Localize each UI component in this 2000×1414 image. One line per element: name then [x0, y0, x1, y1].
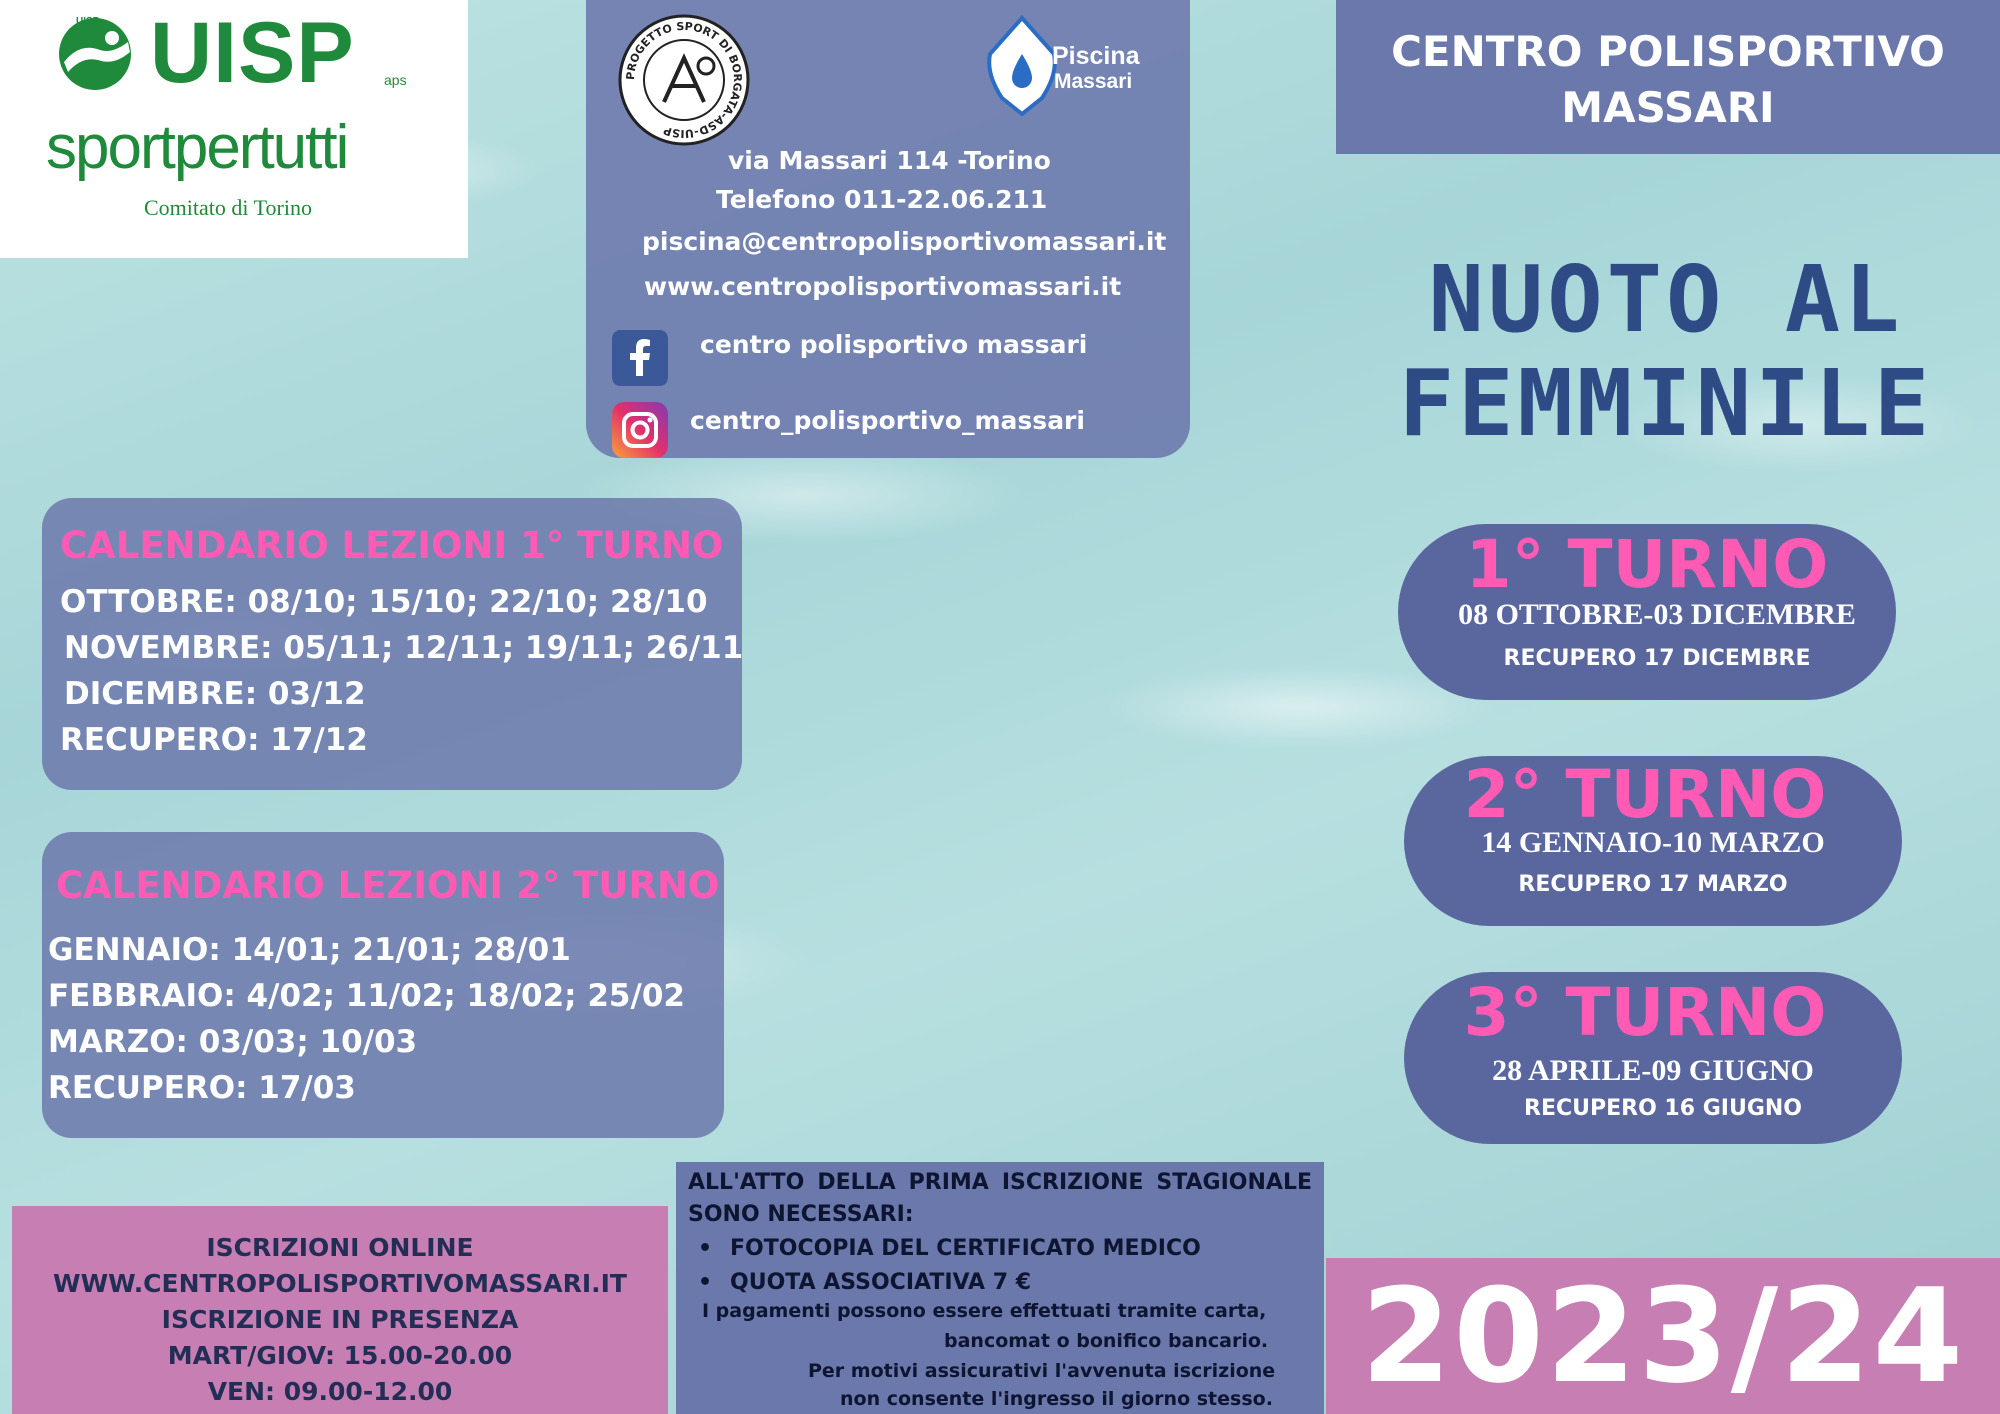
calendar-2-row: MARZO: 03/03; 10/03 — [48, 1024, 418, 1060]
registration-panel — [12, 1206, 668, 1414]
seal-text: PROGETTO SPORT DI BORGATA-ASD-UISP — [623, 19, 745, 141]
calendar-1-row: RECUPERO: 17/12 — [60, 722, 368, 758]
committee: Comitato di Torino — [144, 195, 312, 220]
payment-note: bancomat o bonifico bancario. — [944, 1330, 1269, 1352]
uisp-wordmark: UISP — [150, 5, 355, 101]
registration-line: MART/GIOV: 15.00-20.00 — [167, 1341, 513, 1370]
borgata-seal-icon — [616, 12, 752, 148]
payment-note: I pagamenti possono essere effettuati tramite carta, — [702, 1300, 1267, 1322]
phone: Telefono 011-22.06.211 — [716, 185, 1048, 214]
season-year: 2023/24 — [1360, 1260, 1966, 1412]
registration-line: VEN: 09.00-12.00 — [207, 1377, 453, 1406]
swimmer-logo-icon — [50, 12, 140, 92]
turn-1-recovery: RECUPERO 17 DICEMBRE — [1503, 646, 1811, 671]
aps-label: aps — [384, 72, 407, 88]
massari-label: Massari — [1054, 70, 1133, 93]
facebook-icon[interactable] — [612, 330, 668, 386]
calendar-turn-1 — [42, 498, 742, 790]
headline-line2: FEMMINILE — [1398, 350, 1934, 457]
turn-1-title: 1° TURNO — [1465, 526, 1829, 603]
calendar-2-row: FEBBRAIO: 4/02; 11/02; 18/02; 25/02 — [48, 978, 685, 1014]
calendar-1-row: NOVEMBRE: 05/11; 12/11; 19/11; 26/11 — [64, 630, 744, 666]
calendar-1-row: OTTOBRE: 08/10; 15/10; 22/10; 28/10 — [60, 584, 708, 620]
center-title-line1: CENTRO POLISPORTIVO — [1391, 27, 1945, 76]
website-link[interactable]: www.centropolisportivomassari.it — [644, 272, 1122, 301]
calendar-1-row: DICEMBRE: 03/12 — [64, 676, 366, 712]
calendar-2-row: RECUPERO: 17/03 — [48, 1070, 356, 1106]
piscina-label: Piscina — [1052, 42, 1140, 70]
registration-line: ISCRIZIONI ONLINE — [206, 1233, 474, 1262]
turn-3-pill — [1404, 972, 1902, 1144]
bullet-icon: • — [698, 1270, 713, 1295]
center-title-line2: MASSARI — [1561, 83, 1775, 132]
turn-1-pill — [1398, 524, 1896, 700]
turn-2-title: 2° TURNO — [1463, 756, 1827, 833]
turn-3-dates: 28 APRILE-09 GIUGNO — [1492, 1054, 1814, 1087]
facebook-handle[interactable]: centro polisportivo massari — [700, 330, 1088, 359]
address: via Massari 114 -Torino — [728, 146, 1051, 175]
tagline: sportpertutti — [46, 113, 348, 182]
calendar-2-heading: CALENDARIO LEZIONI 2° TURNO — [56, 864, 720, 907]
turn-2-dates: 14 GENNAIO-10 MARZO — [1481, 826, 1825, 859]
instagram-icon[interactable] — [612, 402, 668, 458]
requirements-panel — [676, 1162, 1324, 1414]
email-link[interactable]: piscina@centropolisportivomassari.it — [642, 227, 1167, 256]
requirements-intro: ALL'ATTO DELLA PRIMA ISCRIZIONE STAGIONALE — [688, 1170, 1312, 1195]
calendar-1-heading: CALENDARIO LEZIONI 1° TURNO — [60, 524, 724, 567]
calendar-2-row: GENNAIO: 14/01; 21/01; 28/01 — [48, 932, 571, 968]
headline-line1: NUOTO AL — [1428, 246, 1904, 353]
season-banner — [1326, 1258, 2000, 1414]
center-title-banner — [1336, 0, 2000, 154]
headline — [1376, 248, 1956, 456]
turn-1-dates: 08 OTTOBRE-03 DICEMBRE — [1458, 598, 1856, 631]
requirement-item: FOTOCOPIA DEL CERTIFICATO MEDICO — [730, 1236, 1201, 1261]
turn-2-recovery: RECUPERO 17 MARZO — [1518, 872, 1788, 897]
turn-2-pill — [1404, 756, 1902, 926]
insurance-note: non consente l'ingresso il giorno stesso. — [840, 1388, 1273, 1410]
bullet-icon: • — [698, 1236, 713, 1261]
insurance-note: Per motivi assicurativi l'avvenuta iscrizione — [808, 1360, 1276, 1382]
instagram-handle[interactable]: centro_polisportivo_massari — [690, 406, 1085, 435]
registration-website-link[interactable]: WWW.CENTROPOLISPORTIVOMASSARI.IT — [53, 1269, 627, 1298]
drop-icon — [986, 14, 1058, 118]
requirements-intro: SONO NECESSARI: — [688, 1202, 914, 1227]
turn-3-recovery: RECUPERO 16 GIUGNO — [1524, 1096, 1802, 1121]
mark-text: UISP — [76, 16, 100, 27]
contact-panel — [586, 0, 1190, 458]
turn-3-title: 3° TURNO — [1463, 974, 1827, 1051]
uisp-logo — [0, 0, 468, 258]
registration-line: ISCRIZIONE IN PRESENZA — [161, 1305, 519, 1334]
calendar-turn-2 — [42, 832, 724, 1138]
requirement-item: QUOTA ASSOCIATIVA 7 € — [730, 1270, 1032, 1295]
